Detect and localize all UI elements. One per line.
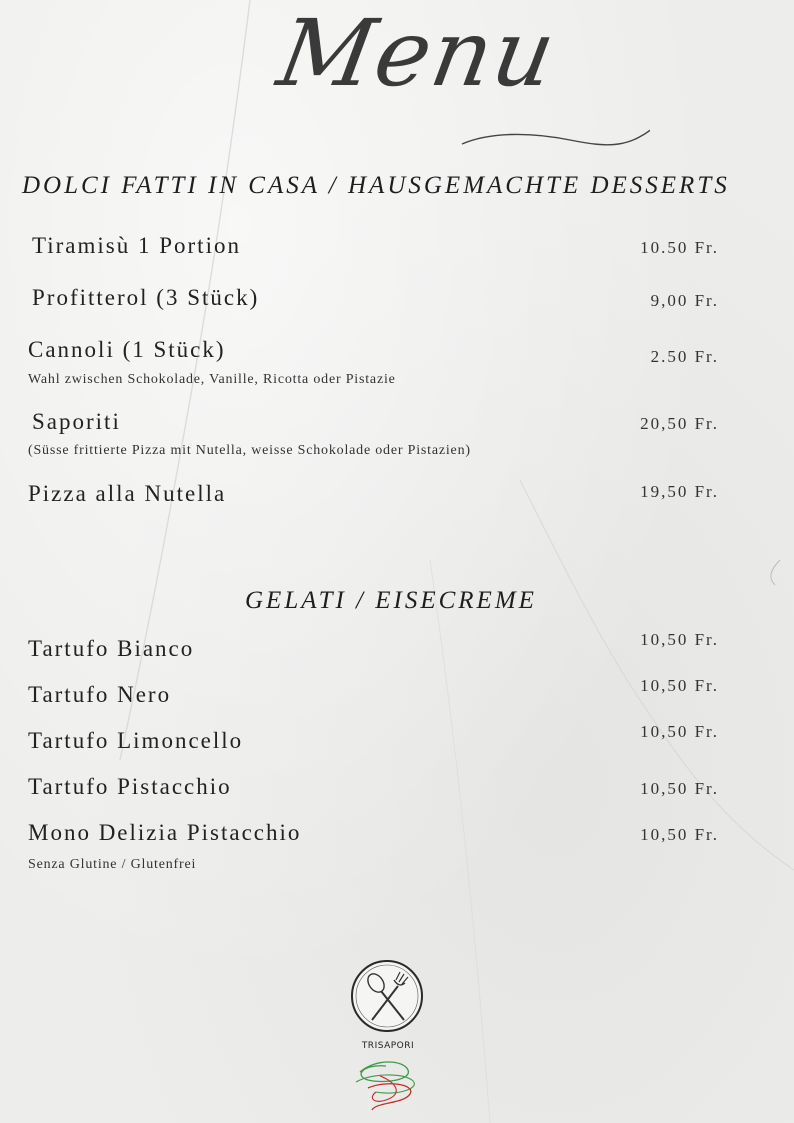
item-note-cannoli: Wahl zwischen Schokolade, Vanille, Ricotta oder Pistazie: [28, 372, 396, 387]
item-name-mono-delizia: Mono Delizia Pistacchio: [28, 820, 302, 845]
item-name-tartufo-limoncello: Tartufo Limoncello: [28, 728, 244, 753]
item-price-saporiti: 20,50 Fr.: [640, 414, 719, 433]
menu-title: Menu: [270, 0, 565, 107]
fork-and-spoon-icon: [346, 958, 430, 1038]
item-price-tartufo-bianco: 10,50 Fr.: [640, 630, 719, 649]
item-price-cannoli: 2.50 Fr.: [650, 347, 719, 366]
item-name-profitterol: Profitterol (3 Stück): [32, 285, 260, 310]
item-name-tartufo-bianco: Tartufo Bianco: [28, 636, 195, 661]
logo-name: TRISAPORI: [361, 1041, 415, 1051]
title-swash-decoration: [450, 118, 650, 158]
item-name-cannoli: Cannoli (1 Stück): [28, 337, 226, 362]
item-note-mono-delizia: Senza Glutine / Glutenfrei: [28, 857, 197, 872]
item-price-profitterol: 9,00 Fr.: [650, 291, 719, 310]
item-price-tartufo-limoncello: 10,50 Fr.: [640, 722, 719, 741]
item-name-tartufo-pistacchio: Tartufo Pistacchio: [28, 774, 232, 799]
item-name-tartufo-nero: Tartufo Nero: [28, 682, 172, 707]
item-price-tartufo-nero: 10,50 Fr.: [640, 676, 719, 695]
item-price-tartufo-pistacchio: 10,50 Fr.: [640, 779, 719, 798]
item-name-tiramisu: Tiramisù 1 Portion: [32, 233, 241, 258]
section-title-gelati: GELATI / EISECREME: [245, 587, 537, 614]
item-price-mono-delizia: 10,50 Fr.: [640, 825, 719, 844]
item-price-tiramisu: 10.50 Fr.: [640, 238, 719, 257]
flag-swirl-icon: [346, 1058, 430, 1114]
item-name-pizza-nutella: Pizza alla Nutella: [28, 481, 227, 506]
menu-title-block: [270, 0, 580, 148]
restaurant-logo: [346, 958, 430, 1118]
item-price-pizza-nutella: 19,50 Fr.: [640, 482, 719, 501]
item-note-saporiti: (Süsse frittierte Pizza mit Nutella, weisse Schokolade oder Pistazien): [28, 443, 471, 458]
section-title-desserts: DOLCI FATTI IN CASA / HAUSGEMACHTE DESSERTS: [22, 172, 730, 199]
item-name-saporiti: Saporiti: [32, 409, 121, 434]
